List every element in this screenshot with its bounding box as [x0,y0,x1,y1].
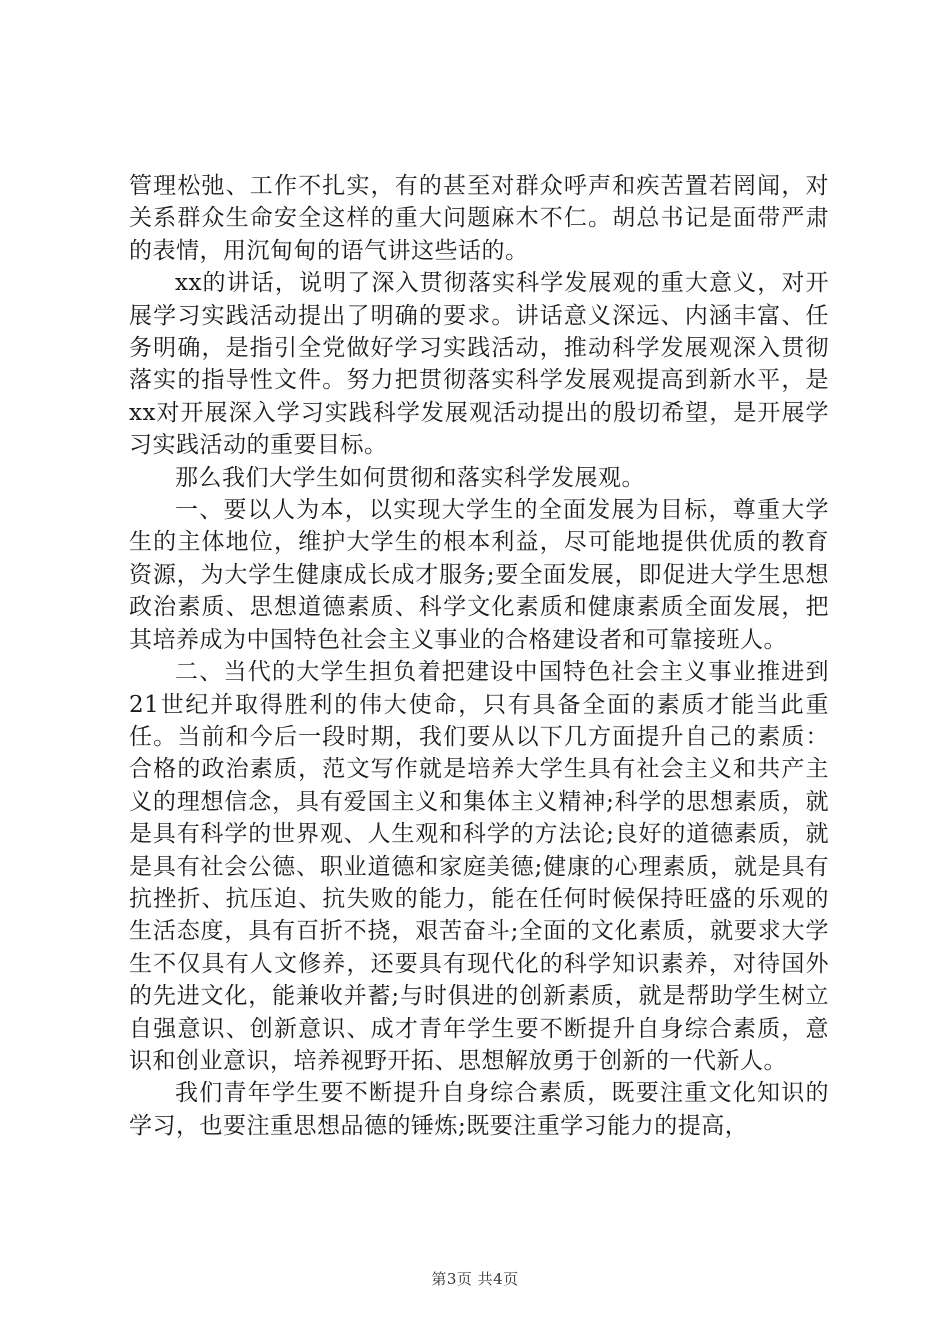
page-number-footer: 第3页 共4页 [431,1270,519,1288]
paragraph-3: 那么我们大学生如何贯彻和落实科学发展观。 [175,464,645,491]
paragraph-5: 二、当代的大学生担负着把建设中国特色社会主义事业推进到21世纪并取得胜利的伟大使命，只有具备全面的素质才能当此重任。当前和今后一段时期，我们要从以下几方面提升自己的素质：合格的政治素质，范文写作就是培养大学生具有社会主义和共产主义的理想信念，具有爱国主义和集体主义精神;科学的思想素质，就是具有科学的世界观、人生观和科学的方法论;良好的道德素质，就是具有社会公德、职业道德和家庭美德;健康的心理素质，就是具有抗挫折、抗压迫、抗失败的能力，能在任何时候保持旺盛的乐观的生活态度，具有百折不挠，艰苦奋斗;全面的文化素质，就要求大学生不仅具有人文修养，还要具有现代化的科学知识素养，对待国外的先进文化，能兼收并蓄;与时俱进的创新素质，就是帮助学生树立自强意识、创新意识、成才青年学生要不断提升自身综合素质，意识和创业意识，培养视野开拓、思想解放勇于创新的一代新人。 [129,659,829,1074]
document-body [129,170,829,1142]
paragraph-2: xx的讲话，说明了深入贯彻落实科学发展观的重大意义，对开展学习实践活动提出了明确的要求。讲话意义深远、内涵丰富、任务明确，是指引全党做好学习实践活动，推动科学发展观深入贯彻落实的指导性文件。努力把贯彻落实科学发展观提高到新水平，是xx对开展深入学习实践科学发展观活动提出的殷切希望，是开展学习实践活动的重要目标。 [129,270,829,459]
paragraph-1: 管理松弛、工作不扎实，有的甚至对群众呼声和疾苦置若罔闻，对关系群众生命安全这样的重大问题麻木不仁。胡总书记是面带严肃的表情，用沉甸甸的语气讲这些话的。 [129,173,829,264]
paragraph-6: 我们青年学生要不断提升自身综合素质，既要注重文化知识的学习，也要注重思想品德的锤炼;既要注重学习能力的提高， [129,1080,829,1139]
paragraph-4: 一、要以人为本，以实现大学生的全面发展为目标，尊重大学生的主体地位，维护大学生的根本利益，尽可能地提供优质的教育资源，为大学生健康成长成才服务;要全面发展，即促进大学生思想政治素质、思想道德素质、科学文化素质和健康素质全面发展，把其培养成为中国特色社会主义事业的合格建设者和可靠接班人。 [129,497,829,653]
